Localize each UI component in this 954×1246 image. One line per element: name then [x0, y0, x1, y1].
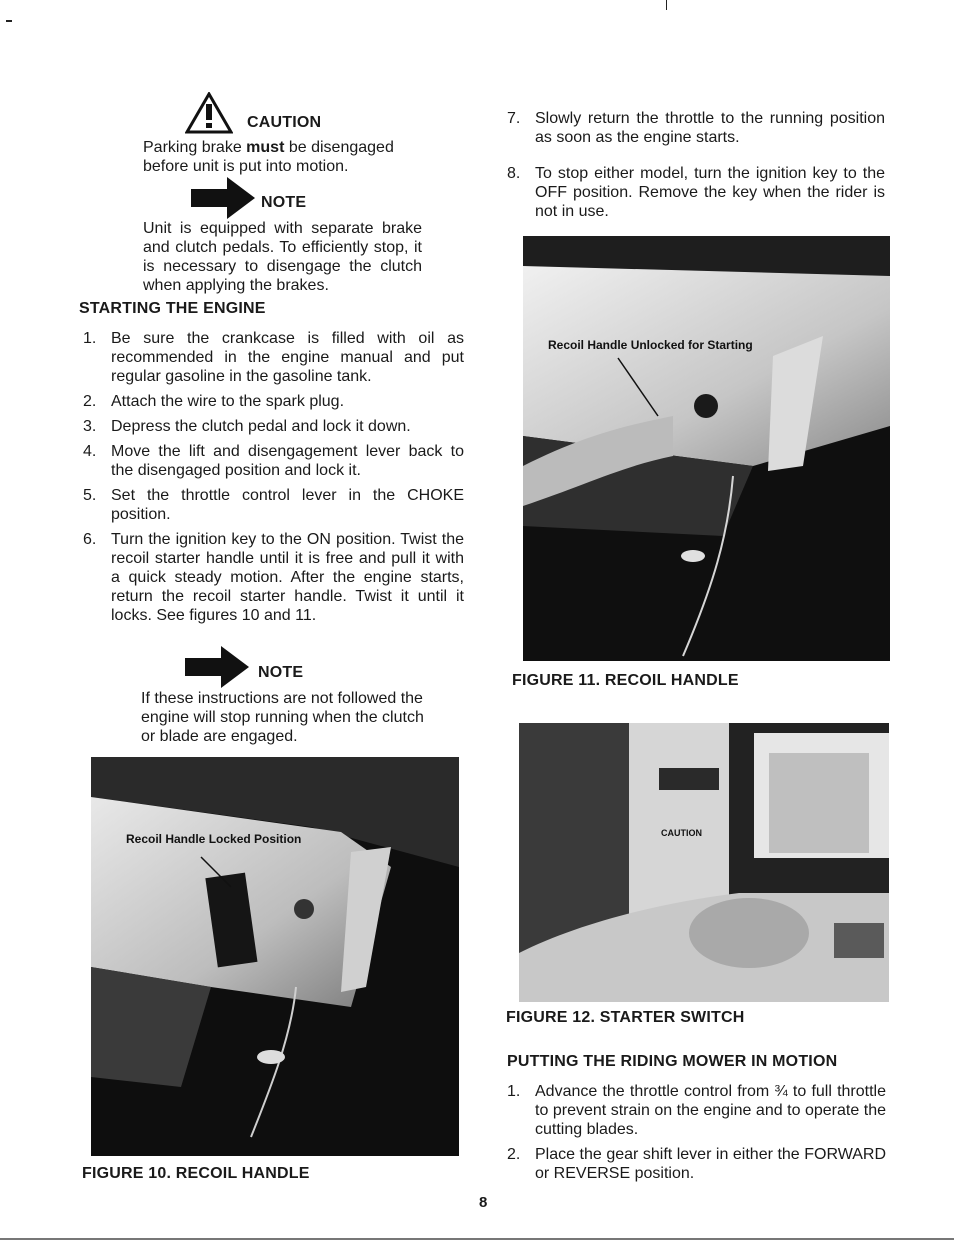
- starting-steps: [83, 329, 464, 631]
- list-item: 3. Depress the clutch pedal and lock it down.: [83, 418, 411, 435]
- list-item: 1. Be sure the crankcase is filled with oil as recommended in the engine manual and put regular gasoline in the gasoline tank.: [83, 330, 464, 385]
- figure10-photo: [91, 757, 459, 1156]
- margin-mark-top: [666, 0, 667, 10]
- figure11-photo: [523, 236, 890, 661]
- list-item: 5. Set the throttle control lever in the CHOKE position.: [83, 487, 464, 523]
- arrow-note-icon: [185, 646, 249, 688]
- list-item: 4. Move the lift and disengagement lever back to the disengaged position and lock it.: [83, 443, 464, 479]
- note1-text: Unit is equipped with separate brake and clutch pedals. To efficiently stop, it is necessary to disengage the clutch when applying the brakes.: [143, 220, 422, 294]
- list-item: 1. Advance the throttle control from ¾ to full throttle to prevent strain on the engine and to operate the cutting blades.: [507, 1083, 886, 1138]
- figure11-caption: FIGURE 11. RECOIL HANDLE: [512, 672, 739, 689]
- page-number: 8: [479, 1194, 488, 1211]
- list-item: 7. Slowly return the throttle to the running position as soon as the engine starts.: [507, 110, 885, 146]
- list-item: 6. Turn the ignition key to the ON position. Twist the recoil starter handle until it is free and pull it with a quick steady motion. After the engine starts, return the recoil starter handle. Twist it until it locks. See figures 10 and 11.: [83, 531, 464, 624]
- note2-text: If these instructions are not followed the engine will stop running when the clutch or blade are engaged.: [141, 690, 424, 745]
- caution-title: CAUTION: [247, 114, 322, 131]
- list-item: 2. Attach the wire to the spark plug.: [83, 393, 345, 410]
- figure12-caption: FIGURE 12. STARTER SWITCH: [506, 1009, 745, 1026]
- note1-title: NOTE: [261, 194, 307, 211]
- figure12-label: CAUTION: [661, 828, 702, 838]
- bottom-rule: [0, 1238, 954, 1240]
- note2-title: NOTE: [258, 664, 304, 681]
- figure10-caption: FIGURE 10. RECOIL HANDLE: [82, 1165, 310, 1182]
- figure12-photo: [519, 723, 889, 1002]
- arrow-note-icon: [191, 177, 255, 219]
- running-steps: [507, 109, 885, 227]
- motion-steps: [507, 1082, 886, 1189]
- list-item: 2. Place the gear shift lever in either the FORWARD or REVERSE position.: [507, 1146, 886, 1182]
- caution-text: Parking brake must be disengaged before unit is put into motion.: [143, 139, 394, 175]
- list-item: 8. To stop either model, turn the ignition key to the OFF position. Remove the key when the rider is not in use.: [507, 165, 885, 220]
- margin-mark-left: [6, 20, 12, 22]
- figure10-label: Recoil Handle Locked Position: [126, 832, 302, 846]
- figure11-label: Recoil Handle Unlocked for Starting: [548, 338, 753, 352]
- caution-icon: [185, 92, 233, 134]
- starting-heading: STARTING THE ENGINE: [79, 300, 266, 317]
- motion-heading: PUTTING THE RIDING MOWER IN MOTION: [507, 1053, 838, 1070]
